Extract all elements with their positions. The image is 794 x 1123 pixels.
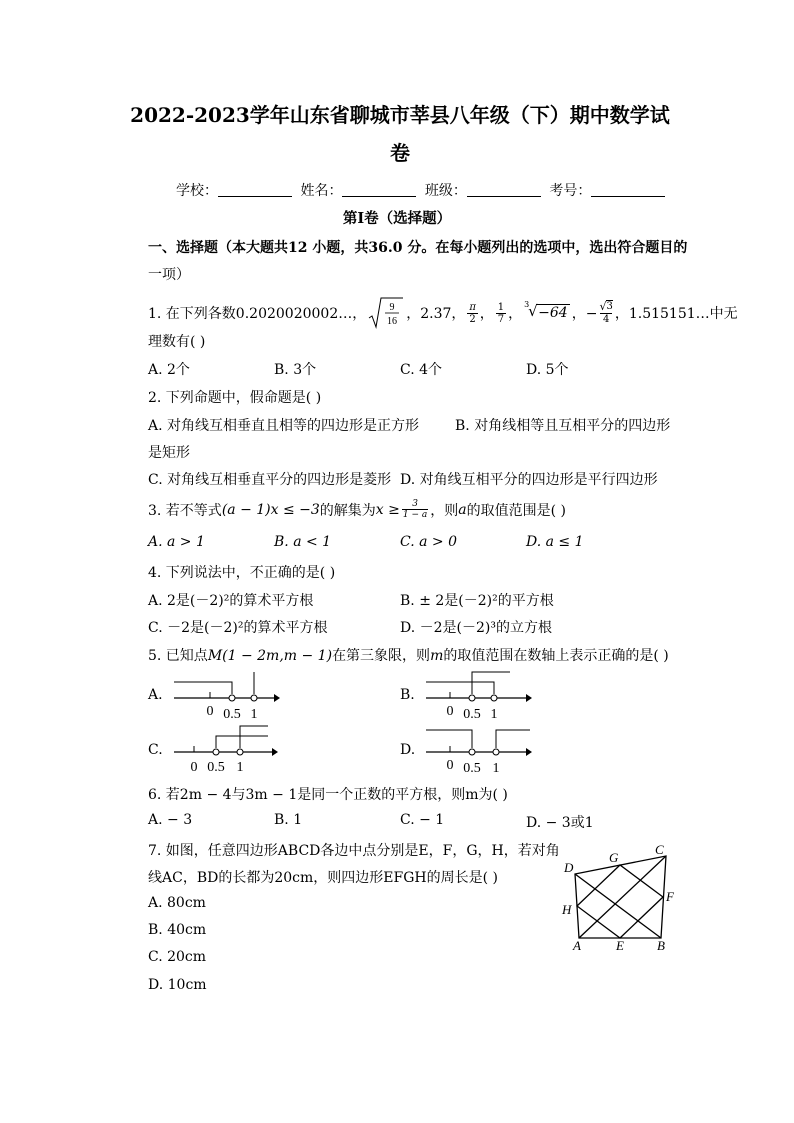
axis-arrow-icon	[526, 748, 532, 756]
tick-label-1: 1	[250, 707, 258, 722]
q5-stem: 5. 已知点M(1 − 2m,m − 1)在第三象限，则m的取值范围在数轴上表示正确的是( )	[148, 648, 669, 664]
q6-option-c[interactable]: C. − 1	[400, 812, 445, 828]
q5-option-a-numberline[interactable]	[170, 668, 282, 722]
q5-option-c-label[interactable]: C.	[148, 742, 163, 758]
q1-stem-line2: 理数有( )	[148, 334, 206, 350]
open-circle	[491, 695, 497, 701]
q5-option-d-numberline[interactable]	[422, 722, 534, 776]
q3-option-d[interactable]: D. a ≤ 1	[526, 534, 584, 550]
q1-option-c[interactable]: C. 4个	[400, 362, 443, 378]
q4-option-b[interactable]: B. ± 2是(－2)²的平方根	[400, 593, 554, 609]
q3-frac: $\frac{3}{1 - a}$	[402, 499, 428, 520]
ray-left	[174, 682, 232, 694]
radical-icon: √	[599, 299, 607, 313]
name-field[interactable]	[342, 182, 416, 197]
section-title: 第I卷（选择题）	[342, 210, 452, 227]
school-label: 学校：	[176, 183, 218, 199]
tick-label-05: 0.5	[463, 761, 481, 776]
ray-right	[216, 736, 268, 748]
axis-arrow-icon	[526, 694, 532, 702]
q7-option-b[interactable]: B. 40cm	[148, 922, 207, 938]
svg-text:9: 9	[389, 302, 395, 313]
q1-frac-sqrt3-4: √ 3 4	[599, 299, 613, 325]
q1-frac-1-7: 1 7	[497, 301, 505, 325]
q5-option-b-label[interactable]: B.	[400, 687, 415, 703]
q7-stem-line2: 线AC，BD的长都为20cm，则四边形EFGH的周长是( )	[148, 870, 498, 886]
q6-option-a[interactable]: A. − 3	[148, 812, 193, 828]
label-a: A	[573, 938, 581, 953]
exam-no-field[interactable]	[591, 182, 665, 197]
q4-option-a[interactable]: A. 2是(－2)²的算术平方根	[148, 593, 314, 609]
q1-option-d[interactable]: D. 5个	[526, 362, 569, 378]
q2-option-b[interactable]: B. 对角线相等且互相平分的四边形	[455, 418, 671, 434]
ray-left	[426, 730, 472, 748]
q1-sqrt-9-16	[368, 296, 404, 330]
sqrt-symbol	[368, 296, 404, 330]
tick-label-05: 0.5	[223, 707, 241, 722]
q7-stem-line1: 7. 如图，任意四边形ABCD各边中点分别是E，F，G，H，若对角	[148, 843, 560, 859]
q5-option-a-label[interactable]: A.	[148, 687, 163, 703]
svg-text:16: 16	[387, 316, 398, 327]
student-info-line	[176, 180, 669, 200]
q2-option-d[interactable]: D. 对角线互相平分的四边形是平行四边形	[400, 472, 658, 488]
q4-option-c[interactable]: C. －2是(－2)²的算术平方根	[148, 620, 328, 636]
q5-option-c-numberline[interactable]	[170, 722, 282, 776]
q1-frac-pi-2: π 2	[469, 301, 476, 325]
q3-option-b[interactable]: B. a < 1	[274, 534, 332, 550]
q1-option-b[interactable]: B. 3个	[274, 362, 317, 378]
q2-option-a[interactable]: A. 对角线互相垂直且相等的四边形是正方形	[148, 418, 420, 434]
class-field[interactable]	[467, 182, 541, 197]
open-circle	[493, 749, 499, 755]
q1-cbrt-neg64: 3 √ −64	[524, 300, 568, 321]
section-instruction-line1: 一、选择题（本大题共12 小题，共36.0 分。在每小题列出的选项中，选出符合题目的	[148, 240, 688, 256]
open-circle	[469, 749, 475, 755]
name-label: 姓名：	[300, 183, 343, 199]
axis-arrow-icon	[274, 694, 280, 702]
diagonal-ac	[579, 856, 666, 938]
class-label: 班级：	[424, 183, 467, 199]
label-b: B	[657, 938, 665, 953]
ray-right	[240, 726, 268, 748]
tick-label-05: 0.5	[463, 707, 481, 722]
q7-option-c[interactable]: C. 20cm	[148, 949, 207, 965]
q1-stem: 1. 在下列各数0.2020020002…， 9 16 ，2.37， π 2 ， 1 7 ， 3 √ −64 ，− √ 3 4 ，1.515151…中无	[148, 296, 738, 330]
q6-stem: 6. 若2m − 4与3m − 1是同一个正数的平方根，则m为( )	[148, 787, 508, 803]
tick-label-0: 0	[446, 758, 454, 773]
q3-stem: 3. 若不等式 (a − 1)x ≤ −3 的解集为 x ≥ $\frac{3}{1 - a}$ ，则 a 的取值范围是( )	[148, 499, 566, 520]
tick-label-1: 1	[490, 707, 498, 722]
open-circle	[251, 695, 257, 701]
open-circle	[229, 695, 235, 701]
q2-option-b-cont: 是矩形	[148, 445, 190, 461]
section-instruction-line2: 一项）	[148, 267, 190, 283]
q3-option-a[interactable]: A. a > 1	[148, 534, 205, 550]
tick-label-0: 0	[206, 704, 214, 719]
q4-stem: 4. 下列说法中，不正确的是( )	[148, 565, 336, 581]
label-c: C	[655, 842, 664, 857]
q3-option-c[interactable]: C. a > 0	[400, 534, 457, 550]
ray-right	[472, 672, 510, 694]
q4-option-d[interactable]: D. －2是(－2)³的立方根	[400, 620, 552, 636]
label-f: F	[666, 889, 674, 904]
tick-label-0: 0	[190, 760, 198, 775]
exam-title-line2: 卷	[390, 141, 410, 165]
open-circle	[469, 695, 475, 701]
q5-option-d-label[interactable]: D.	[400, 742, 416, 758]
q6-option-b[interactable]: B. 1	[274, 812, 303, 828]
q7-option-a[interactable]: A. 80cm	[148, 895, 206, 911]
label-g: G	[609, 850, 619, 865]
q2-option-c[interactable]: C. 对角线互相垂直平分的四边形是菱形	[148, 472, 392, 488]
open-circle	[237, 749, 243, 755]
tick-label-05: 0.5	[207, 760, 225, 775]
ray-left	[426, 682, 494, 694]
q5-option-b-numberline[interactable]	[422, 668, 534, 722]
exam-no-label: 考号：	[549, 183, 592, 199]
radical-icon: √	[528, 302, 538, 320]
exam-title-line1: 2022-2023学年山东省聊城市莘县八年级（下）期中数学试	[130, 103, 670, 127]
ray-right	[496, 730, 530, 748]
label-h: H	[562, 902, 572, 917]
q2-stem: 2. 下列命题中，假命题是( )	[148, 390, 322, 406]
q6-option-d[interactable]: D. − 3或1	[526, 815, 594, 831]
tick-label-0: 0	[446, 704, 454, 719]
axis-arrow-icon	[272, 748, 278, 756]
tick-label-1: 1	[492, 761, 500, 776]
q7-quadrilateral-figure	[555, 840, 685, 960]
q7-option-d[interactable]: D. 10cm	[148, 977, 207, 993]
label-d: D	[564, 860, 574, 875]
q1-option-a[interactable]: A. 2个	[148, 362, 190, 378]
open-circle	[213, 749, 219, 755]
tick-label-1: 1	[236, 760, 244, 775]
label-e: E	[616, 938, 624, 953]
school-field[interactable]	[218, 182, 292, 197]
diagonal-bd	[575, 874, 661, 938]
